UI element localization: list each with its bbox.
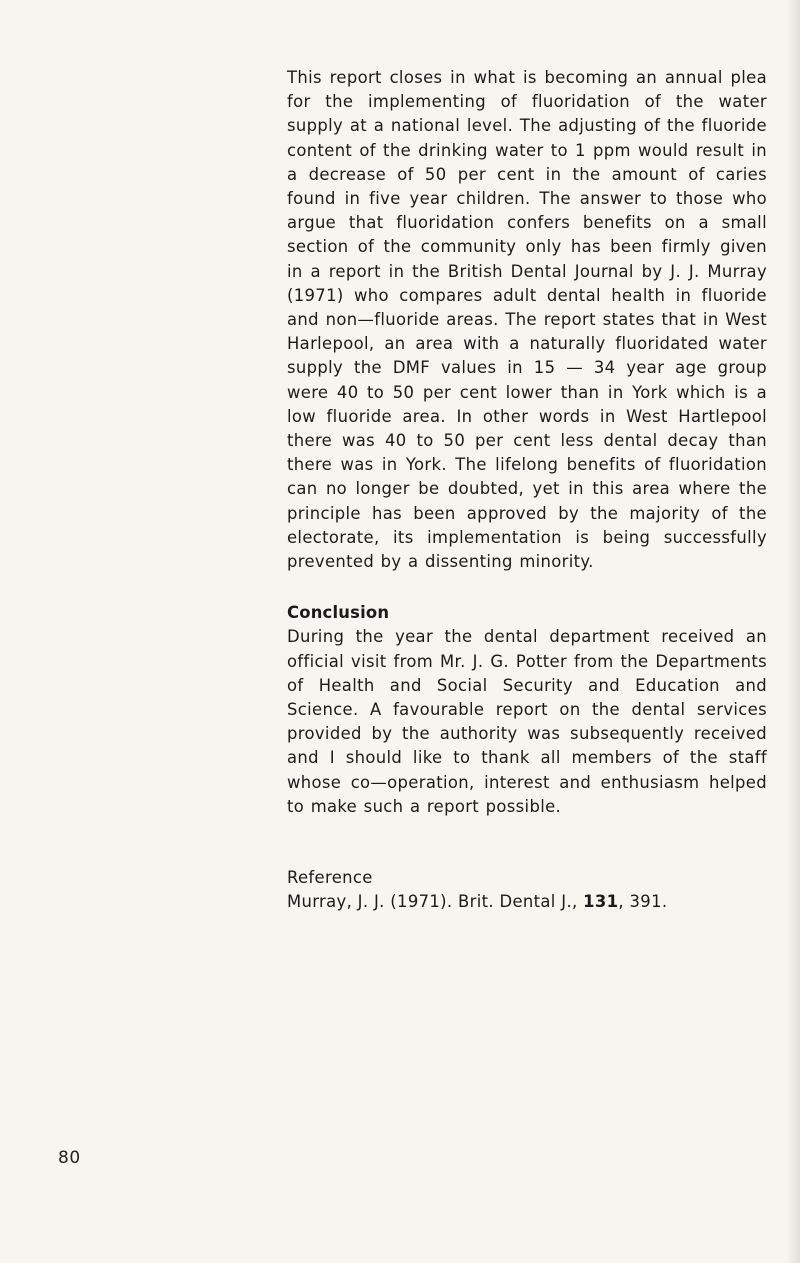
conclusion-paragraph: During the year the dental department received an official visit from Mr. J. G. Potter from the Departments of Health and Social Security and Education and Science. A favourable report on the dental services provided by the authority was subsequently received and I should like to thank all members of the staff whose co—operation, interest and enthusiasm helped to make such a report possible. [287, 627, 767, 816]
reference-volume: 131 [583, 892, 619, 912]
intro-paragraph: This report closes in what is becoming an annual plea for the implementing of fluoridation of the water supply at a national level. The adjusting of the fluoride content of the drinking water to 1 ppm would result in a decrease of 50 per cent in the amount of caries found in five year children. The answer to those who argue that fluoridation confers benefits on a small section of the community only has been firmly given in a report in the British Dental Journal by J. J. Murray (1971) who compares adult dental health in fluoride and non—fluoride areas. The report states that in West Harlepool, an area with a naturally fluoridated water supply the DMF values in 15 — 34 year age group were 40 to 50 per cent lower than in York which is a low fluoride area. In other words in West Hartlepool there was 40 to 50 per cent less dental decay than there was in York. The lifelong benefits of fluoridation can no longer be doubted, yet in this area where the principle has been approved by the majority of the electorate, its implementation is being successfully prevented by a dissenting minority. [287, 68, 767, 572]
conclusion-heading: Conclusion [287, 603, 390, 623]
reference-section [287, 866, 767, 914]
reference-label: Reference [287, 868, 373, 888]
page-edge-shadow [786, 0, 800, 1263]
reference-citation-suffix: , 391. [618, 892, 668, 912]
page-number: 80 [58, 1148, 81, 1168]
reference-citation-prefix: Murray, J. J. (1971). Brit. Dental J., [287, 892, 584, 912]
reference-citation [287, 890, 767, 914]
text-column [287, 66, 767, 915]
